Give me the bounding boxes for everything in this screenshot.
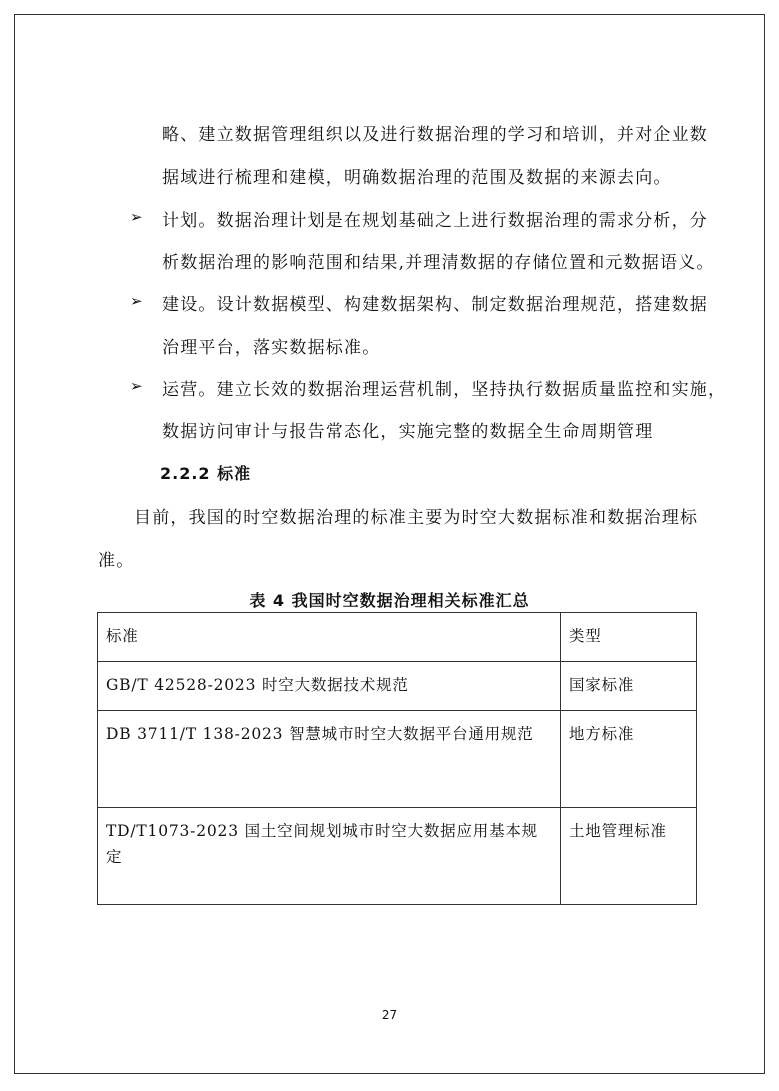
- type-cell: 地方标准: [561, 711, 697, 808]
- page-number: 27: [381, 1008, 398, 1022]
- bullet-arrow-icon: ➢: [130, 208, 143, 226]
- type-cell: 土地管理标准: [561, 808, 697, 905]
- standard-cell: GB/T 42528-2023 时空大数据技术规范: [98, 662, 561, 711]
- bullet-item-line: 计划。数据治理计划是在规划基础之上进行数据治理的需求分析，分: [162, 211, 708, 231]
- standard-cell: DB 3711/T 138-2023 智慧城市时空大数据平台通用规范: [98, 711, 561, 808]
- table-header-row: [98, 613, 697, 662]
- bullet-arrow-icon: ➢: [130, 377, 143, 395]
- standard-cell: TD/T1073-2023 国土空间规划城市时空大数据应用基本规定: [98, 808, 561, 905]
- table-row: [98, 662, 697, 711]
- table-caption: 表 4 我国时空数据治理相关标准汇总: [249, 591, 530, 610]
- type-cell: 国家标准: [561, 662, 697, 711]
- table-header-cell: 标准: [98, 613, 561, 662]
- bullet-arrow-icon: ➢: [130, 292, 143, 310]
- table-header-cell: 类型: [561, 613, 697, 662]
- bullet-item-line: 建设。设计数据模型、构建数据架构、制定数据治理规范，搭建数据: [162, 295, 708, 315]
- table-row: [98, 711, 697, 808]
- paragraph-line: 目前，我国的时空数据治理的标准主要为时空大数据标准和数据治理标: [134, 508, 699, 528]
- paragraph-line: 据域进行梳理和建模，明确数据治理的范围及数据的来源去向。: [162, 168, 672, 188]
- table-row: [98, 808, 697, 905]
- paragraph-line: 准。: [98, 551, 135, 571]
- bullet-item-line: 析数据治理的影响范围和结果,并理清数据的存储位置和元数据语义。: [162, 253, 715, 273]
- standards-table: [97, 612, 697, 905]
- section-heading: 2.2.2 标准: [160, 464, 252, 483]
- paragraph-line: 略、建立数据管理组织以及进行数据治理的学习和培训，并对企业数: [162, 125, 708, 145]
- bullet-item-line: 数据访问审计与报告常态化，实施完整的数据全生命周期管理: [162, 422, 654, 442]
- bullet-item-line: 治理平台，落实数据标准。: [162, 338, 381, 358]
- bullet-item-line: 运营。建立长效的数据治理运营机制，坚持执行数据质量监控和实施，: [162, 380, 727, 400]
